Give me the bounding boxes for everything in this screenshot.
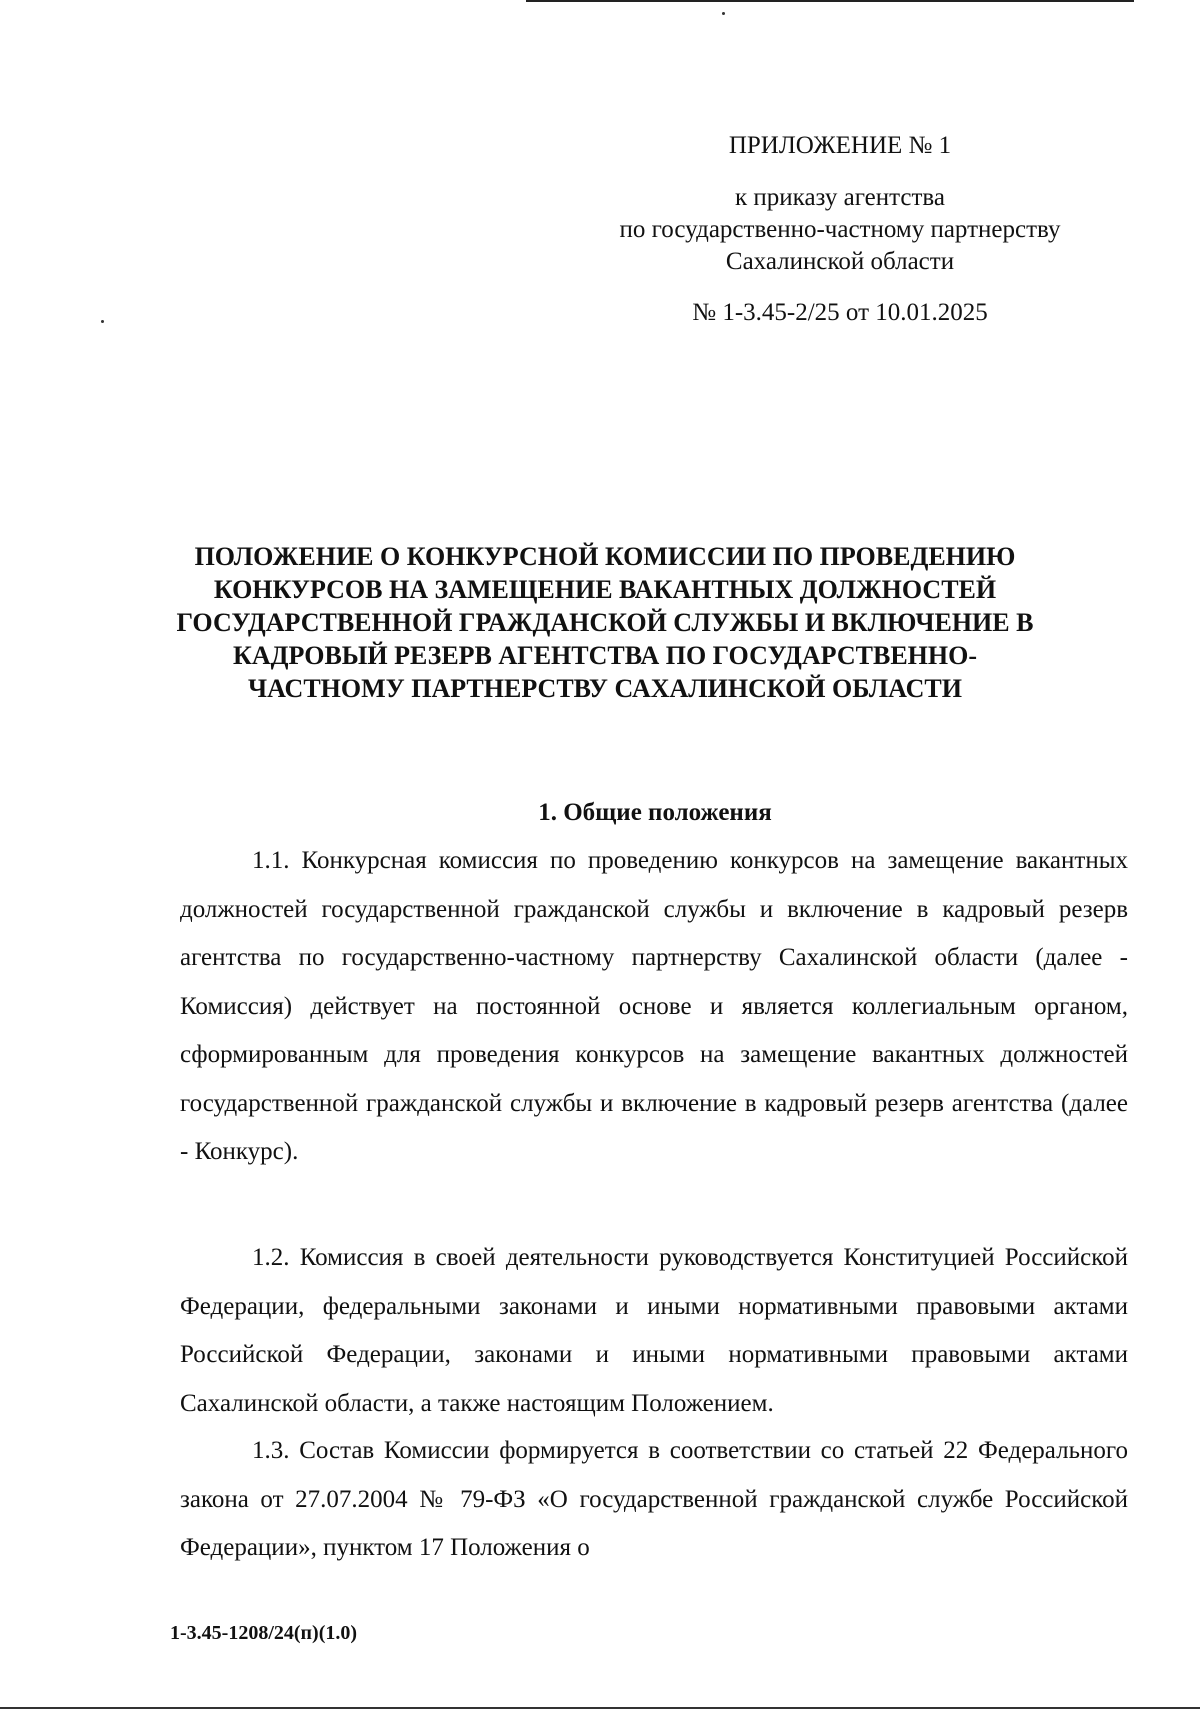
document-title: [150, 540, 1060, 705]
paragraph-text: 1.2. Комиссия в своей деятельности руководствуется Конституцией Российской Федерации, федеральными законами и иными нормативными правовыми актами Российской Федерации, законами и иными нормативными правовыми актами Сахалинской области, а также настоящим Положением.: [180, 1244, 1128, 1417]
document-title-line: КАДРОВЫЙ РЕЗЕРВ АГЕНТСТВА ПО ГОСУДАРСТВЕННО-: [233, 641, 977, 670]
appendix-reference-line: к приказу агентства: [735, 184, 945, 211]
appendix-reference-line: Сахалинской области: [725, 248, 955, 275]
top-scan-edge-line: [526, 0, 1134, 2]
appendix-title: ПРИЛОЖЕНИЕ № 1: [728, 132, 952, 159]
order-number: № 1-3.45-2/25 от 10.01.2025: [692, 299, 988, 326]
section-heading: 1. Общие положения: [538, 799, 772, 826]
paragraph-1-1: [180, 837, 1128, 1177]
scan-speck: [722, 12, 725, 15]
bottom-scan-edge-line: [0, 1707, 1200, 1709]
document-title-line: ГОСУДАРСТВЕННОЙ ГРАЖДАНСКОЙ СЛУЖБЫ И ВКЛЮЧЕНИЕ В: [176, 608, 1034, 637]
document-title-line: ПОЛОЖЕНИЕ О КОНКУРСНОЙ КОМИССИИ ПО ПРОВЕДЕНИЮ: [194, 542, 1016, 571]
paragraph-1-2: [180, 1234, 1128, 1428]
paragraph-text: 1.3. Состав Комиссии формируется в соответствии со статьей 22 Федерального закона от 27.07.2004 № 79-ФЗ «О государственной гражданской службе Российской Федерации», пунктом 17 Положения о: [180, 1437, 1128, 1561]
document-title-line: КОНКУРСОВ НА ЗАМЕЩЕНИЕ ВАКАНТНЫХ ДОЛЖНОСТЕЙ: [213, 575, 997, 604]
document-title-line: ЧАСТНОМУ ПАРТНЕРСТВУ САХАЛИНСКОЙ ОБЛАСТИ: [247, 674, 962, 703]
appendix-reference: [560, 182, 1120, 278]
paragraph-text: 1.1. Конкурсная комиссия по проведению конкурсов на замещение вакантных должностей государственной гражданской службы и включение в кадровый резерв агентства по государственно-частному партнерству Сахалинской области (далее - Комиссия) действует на постоянной основе и является коллегиальным органом, сформированным для проведения конкурсов на замещение вакантных должностей государственной гражданской службы и включение в кадровый резерв агентства (далее - Конкурс).: [180, 847, 1128, 1165]
document-footer-code: 1-3.45-1208/24(п)(1.0): [170, 1622, 358, 1644]
paragraph-1-3: [180, 1427, 1128, 1573]
scan-speck: [101, 320, 104, 323]
appendix-reference-line: по государственно-частному партнерству: [619, 216, 1061, 243]
